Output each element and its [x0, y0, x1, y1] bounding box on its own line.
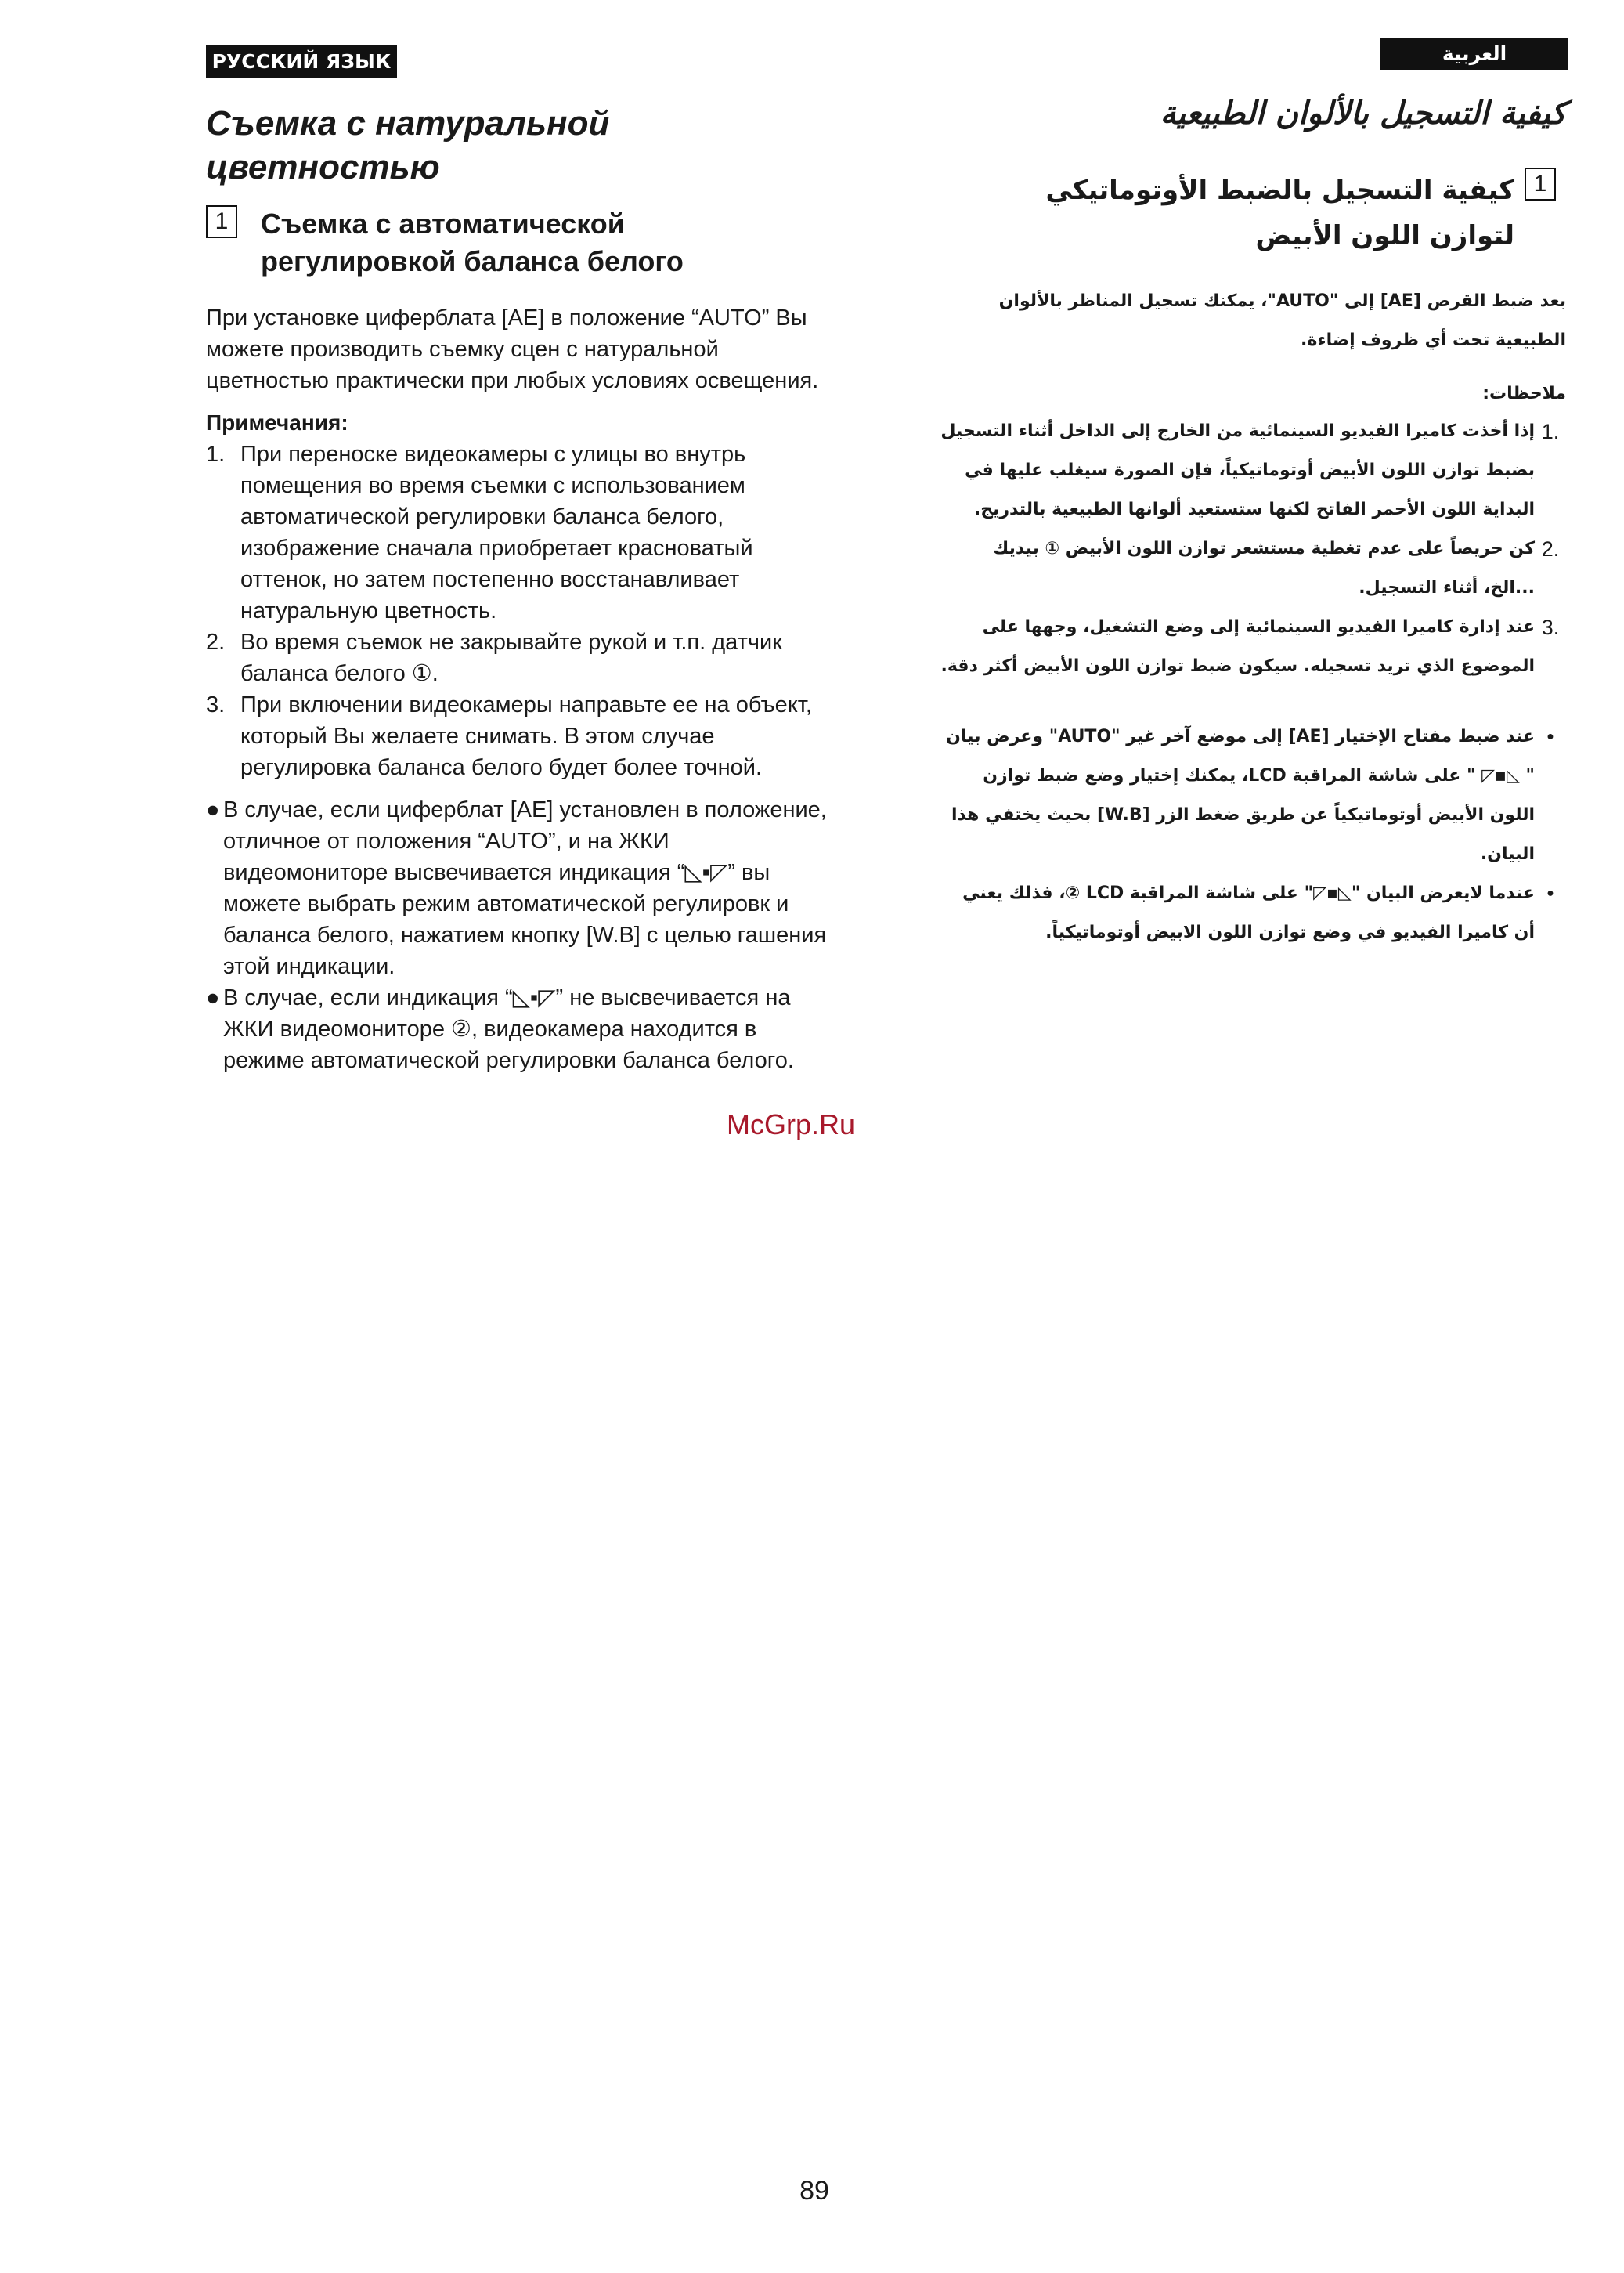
- arabic-bullet-item: [940, 717, 1566, 874]
- russian-note-number: 2.: [206, 630, 226, 655]
- arabic-note-number: 3.: [1541, 616, 1560, 639]
- page-number: 89: [799, 2176, 829, 2206]
- bullet-dot-icon: ●: [206, 797, 220, 822]
- arabic-step-heading: [940, 168, 1566, 258]
- russian-step-number-box: 1: [206, 205, 237, 238]
- bullet-dot-icon: ●: [1546, 730, 1554, 743]
- arabic-note-text: عند إدارة كاميرا الفيديو السينمائية إلى وضع التشغيل، وجهها على الموضوع الذي تريد تسجيله. سيكون ضبط توازن اللون الأبيض أكثر دقة.: [940, 617, 1535, 676]
- russian-language-tab-label: РУССКИЙ ЯЗЫК: [211, 50, 392, 73]
- bullet-dot-icon: ●: [1546, 887, 1554, 900]
- russian-note-item: [206, 689, 840, 783]
- russian-note-item: [206, 439, 840, 627]
- arabic-notes-list: [940, 412, 1566, 686]
- russian-step-heading-line-2: регулировкой баланса белого: [261, 245, 684, 277]
- russian-bullet-item: [206, 982, 840, 1076]
- russian-page-title: [206, 102, 840, 190]
- arabic-note-text: إذا أخذت كاميرا الفيديو السينمائية من الخارج إلى الداخل أثناء التسجيل بضبط توازن اللون الأبيض أوتوماتيكياً، فإن الصورة سيغلب عليها في البداية اللون الأحمر الفاتح لكنها ستستعيد ألوانها الطبيعية بالتدريج.: [940, 421, 1535, 519]
- watermark-text: McGrp.Ru: [727, 1108, 856, 1140]
- arabic-note-item: [940, 412, 1566, 529]
- russian-title-line-1: Съемка с натуральной: [206, 104, 610, 143]
- arabic-language-tab: [1380, 38, 1568, 70]
- russian-notes-heading: Примечания:: [206, 410, 348, 435]
- arabic-note-number: 1.: [1541, 420, 1560, 443]
- arabic-language-tab-label: العربية: [1442, 42, 1507, 65]
- arabic-step-heading-text: كيفية التسجيل بالضبط الأوتوماتيكي لتوازن اللون الأبيض: [1045, 175, 1514, 251]
- russian-bullet-item: [206, 794, 840, 982]
- russian-step-heading-line-1: Съемка с автоматической: [261, 208, 625, 240]
- russian-step-heading: [206, 205, 840, 280]
- russian-note-number: 1.: [206, 442, 226, 467]
- russian-column: [206, 102, 840, 1076]
- arabic-note-number: 2.: [1541, 537, 1560, 561]
- arabic-step-number-box: 1: [1525, 168, 1556, 201]
- russian-bullet-list: [206, 794, 840, 1076]
- arabic-bullet-item: [940, 874, 1566, 952]
- russian-note-text: При включении видеокамеры направьте ее на объект, который Вы желаете снимать. В этом случае регулировка баланса белого будет более точной.: [240, 692, 812, 780]
- russian-note-text: Во время съемок не закрывайте рукой и т.п. датчик баланса белого ①.: [240, 630, 782, 686]
- russian-note-text: При переноске видеокамеры с улицы во внутрь помещения во время съемки с использованием автоматической регулировки баланса белого, изображение сначала приобретает красноватый оттенок, но затем постепенно восстанавливает натуральную цветность.: [240, 442, 753, 623]
- arabic-note-item: [940, 608, 1566, 686]
- arabic-bullet-text: عندما لايعرض البيان "◺▪◸" على شاشة المراقبة LCD ②، فذلك يعني أن كاميرا الفيديو في وضع توازن اللون الابيض أوتوماتيكياً.: [962, 884, 1535, 942]
- russian-language-tab: [206, 45, 397, 78]
- arabic-bullet-text: عند ضبط مفتاح الإختيار [AE] إلى موضع آخر غير "AUTO" وعرض بيان " ◺▪◸ " على شاشة المراقبة LCD، يمكنك إختيار وضع ضبط توازن اللون الأبيض أوتوماتيكياً عن طريق ضغط الزر [W.B] بحيث يختفي هذا البيان.: [946, 727, 1535, 864]
- russian-title-line-2: цветностью: [206, 148, 440, 186]
- arabic-note-item: [940, 529, 1566, 608]
- russian-bullet-text: В случае, если циферблат [AE] установлен в положение, отличное от положения “AUTO”, и на ЖКИ видеомониторе высвечивается индикация “◺▪◸” вы можете выбрать режим автоматической регулировк и баланса белого, нажатием кнопку [W.B] с целью гашения этой индикации.: [223, 797, 827, 979]
- bullet-dot-icon: ●: [206, 985, 220, 1010]
- russian-note-number: 3.: [206, 692, 226, 717]
- arabic-notes-heading: ملاحظات:: [1482, 384, 1566, 403]
- arabic-intro-paragraph: بعد ضبط القرص [AE] إلى "AUTO"، يمكنك تسجيل المناظر بالألوان الطبيعية تحت أي ظروف إضاءة.: [998, 291, 1566, 350]
- arabic-bullet-list: [940, 717, 1566, 952]
- russian-bullet-text: В случае, если индикация “◺▪◸” не высвечивается на ЖКИ видеомониторе ②, видеокамера находится в режиме автоматической регулировки баланса белого.: [223, 985, 794, 1073]
- russian-intro-paragraph: При установке циферблата [AE] в положение “AUTO” Вы можете производить съемку сцен с натуральной цветностью практически при любых условиях освещения.: [206, 305, 819, 393]
- arabic-page-title: كيفية التسجيل بالألوان الطبيعية: [1160, 96, 1566, 132]
- arabic-column: [940, 86, 1566, 952]
- arabic-note-text: كن حريصاً على عدم تغطية مستشعر توازن اللون الأبيض ① بيديك ...الخ، أثناء التسجيل.: [993, 539, 1535, 598]
- russian-notes-list: [206, 439, 840, 783]
- russian-note-item: [206, 627, 840, 689]
